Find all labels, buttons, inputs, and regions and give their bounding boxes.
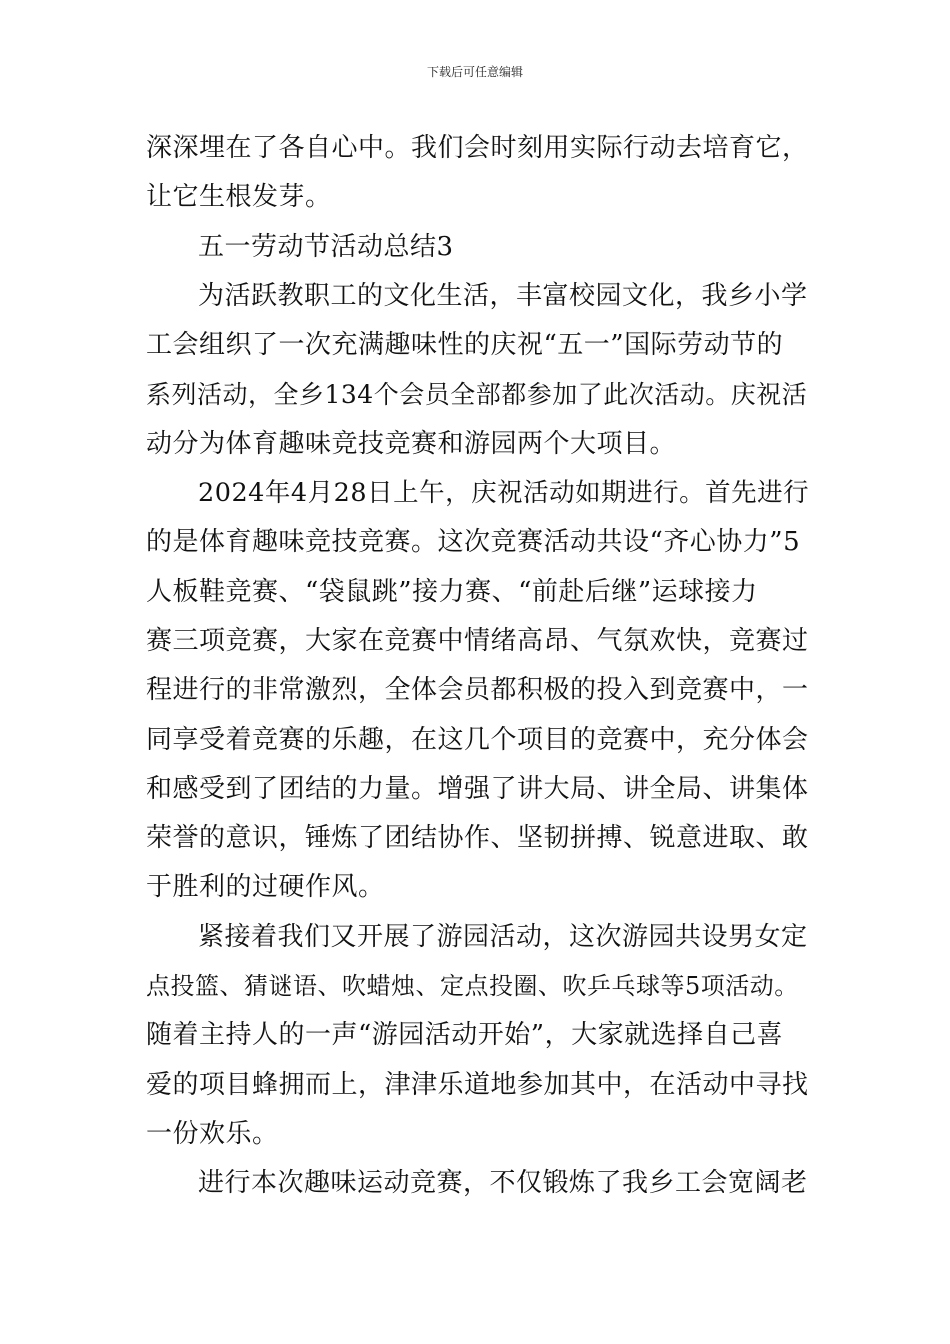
text-line: 随着主持人的一声“游园活动开始”，大家就选择自己喜: [146, 1020, 784, 1051]
text-line: 进行本次趣味运动竞赛，不仅锻炼了我乡工会宽阔老: [198, 1168, 808, 1199]
text-line: 于胜利的过硬作风。: [146, 872, 385, 903]
text-line: 2024年4月28日上午，庆祝活动如期进行。首先进行: [198, 478, 810, 509]
text-line: 同享受着竞赛的乐趣，在这几个项目的竞赛中，充分体会: [146, 724, 809, 755]
text-line: 程进行的非常激烈，全体会员都积极的投入到竞赛中，一: [146, 675, 809, 706]
text-line: 一份欢乐。: [146, 1118, 279, 1149]
text-line: 点投篮、猜谜语、吹蜡烛、定点投圈、吹乒乓球等5项活动。: [146, 972, 799, 1001]
page-header: 下载后可任意编辑: [426, 65, 523, 79]
text-line: 荣誉的意识，锤炼了团结协作、坚韧拼搏、锐意进取、敢: [146, 823, 809, 854]
text-line: 和感受到了团结的力量。增强了讲大局、讲全局、讲集体: [146, 773, 809, 804]
document-body: [146, 124, 810, 1209]
text-line: 人板鞋竞赛、“袋鼠跳”接力赛、“前赴后继”运球接力: [146, 576, 758, 607]
text-line: 深深埋在了各自心中。我们会时刻用实际行动去培育它，: [146, 133, 809, 163]
text-line: 系列活动，全乡134个会员全部都参加了此次活动。庆祝活: [146, 380, 808, 410]
text-line: 爱的项目蜂拥而上，津津乐道地参加其中，在活动中寻找: [146, 1069, 809, 1100]
text-line: 紧接着我们又开展了游园活动，这次游园共设男女定: [198, 921, 808, 952]
text-line: 动分为体育趣味竞技竞赛和游园两个大项目。: [146, 428, 677, 459]
text-line: 为活跃教职工的文化生活，丰富校园文化，我乡小学: [198, 280, 808, 311]
text-line: 让它生根发芽。: [146, 182, 332, 213]
text-line: 工会组织了一次充满趣味性的庆祝“五一”国际劳动节的: [146, 330, 784, 361]
text-line: 的是体育趣味竞技竞赛。这次竞赛活动共设“齐心协力”5: [146, 527, 801, 558]
text-line: 五一劳动节活动总结3: [198, 231, 454, 262]
text-line: 赛三项竞赛，大家在竞赛中情绪高昂、气氛欢快，竞赛过: [146, 625, 809, 656]
